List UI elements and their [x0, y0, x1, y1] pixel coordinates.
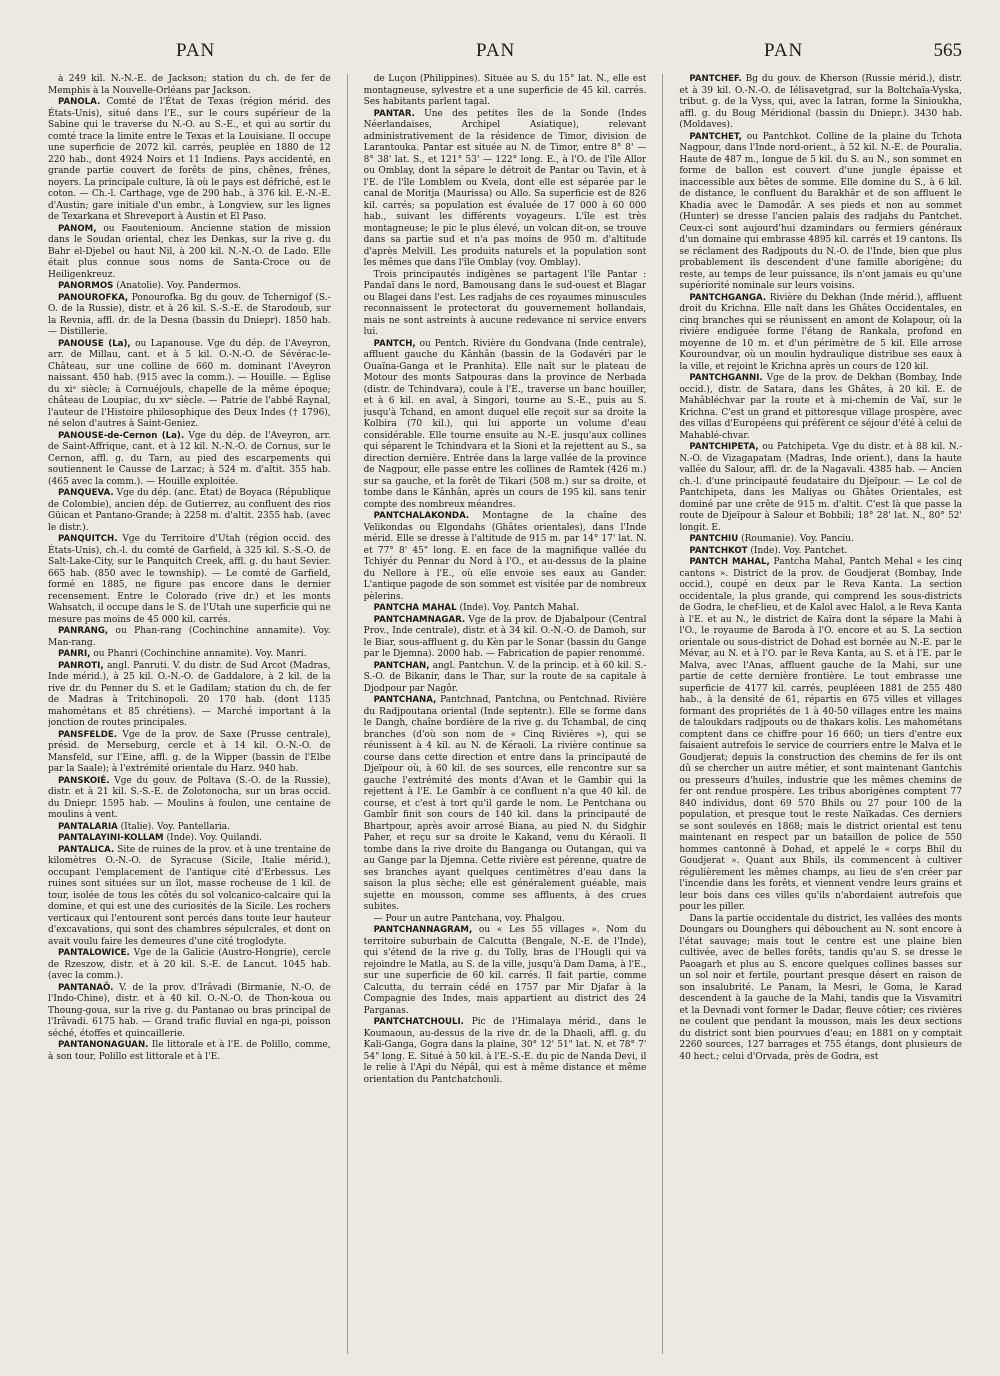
entry-headword: PANTCHA MAHAL — [373, 603, 457, 613]
entry-text: Pantcha Mahal, Pantch Mehal « les cinq cantons ». District de la prov. de Goudjerat (Bombay, Inde occid.), coupé en deux par le Reva Kanta. La section occidentale, la plus grande, qui comprend les sous-districts de Godra, le chef-lieu, et de Kalol avec Halol, a le Reva Kanta à l'E. et au N., le district de Kaïra dont la sépare la Mahi à l'O., le royaume de Baroda à l'O. encore et au S. La section orientale ou sous-district de Dohad est bornée au N.-E. par le Mévar, au N. et à l'O. par le Reva Kanta, au S. et à l'E. par le Malva, avec l'Anas, affluent gauche de la Mahi, sur une partie de cette dernière frontière. Le tout embrasse une superficie de 4177 kil. carrés, peupléeen 1881 de 255 480 hab., à la densité de 61, répartis en 675 villes et villages formant des propriétés de 1 à 40-50 villages entre les mains de taloukdars radjpouts ou de thakars kolis. Les mahométans comptent dans ce chiffre pour 16 660; un tiers d'entre eux faisaient autrefois le service de courriers entre le Malva et le Goudjerat; depuis la construction des chemins de fer ils ont dû se chercher un autre métier, et sont maintenant Gantchis ou presseurs d'huiles, industrie que les mêmes chemins de fer ont rendue prospère. Les tribus aborigènes comptent 77 840 individus, dont 69 570 Bhils ou 27 pour 100 de la population, et presque tout le reste Naïkadas. Ces derniers se sont soulevés en 1868; mais le district oriental est tenu maintenant en respect par un bataillon de police de 550 hommes cantonné à Dohad, et appelé le « corps Bhil du Goudjerat ». Quant aux Bhils, ils commencent à cultiver régulièrement les mêmes champs, au lieu de s'en créer par l'incendie dans les forêts, et viennent vendre leurs grains et leur bois dans ces villes qu'ils n'abordaient autrefois que pour les piller. — [679, 557, 962, 912]
entry-text: Pic de l'Himalaya mérid., dans le Koumaoun, au-dessus de la rive dr. de la Dhaoli, affl. g. du Kali-Ganga, Gogra dans la plaine, 30° 12' 51" lat. N. et 78° 7' 54" long. E. Situé à 50 kil. à l'E.-S.-E. du pic de Nanda Devi, il le relie à l'Api du Népâl, qui est à même distance et même orientation du Pantchatchouli. — [363, 1017, 647, 1085]
entry-headword: PANOUSE-de-Cernon (La). — [58, 430, 185, 441]
entry-headword: PANROTI, — [58, 660, 104, 671]
dictionary-entry — [364, 1017, 647, 1086]
column-rule — [347, 74, 348, 1354]
entry-headword: PANOUROFKA, — [58, 292, 129, 303]
entry-text: Vge du dép. (anc. État) de Boyaca (République de Colombie), ancien dép. de Gutierrez, au confluent des rios Güican et Pantano-Grande; à 2258 m. d'altit. 2355 hab. (avec le distr.). — [48, 488, 331, 533]
dictionary-entry — [48, 293, 331, 339]
entry-headword: PANSFELDE. — [58, 729, 118, 740]
dictionary-entry — [48, 730, 331, 776]
column-right — [679, 74, 962, 1354]
entry-text: ou Pentch. Rivière du Gondvana (Inde centrale), affluent gauche du Kânhân (bassin de la Godavéri par le Ouaïna-Ganga et le Pranhita). Elle naît sur le plateau de Motour des monts Satpouras dans la province de Nerbada (distr. de Tchindvara), coule à l'E., traverse un banc houiller, et à 6 kil. en aval, à Singori, tourne au S.-E., puis au S. jusqu'à Tchand, en amont duquel elle reçoit sur sa droite la Kolbira (70 kil.), qui lui apporte un volume d'eau considérable. Elle tourne ensuite au N.-E. jusqu'aux collines qui séparent le Tchindvara et la Sioni et la rejettent au S., sa direction dernière. Entrée dans la large vallée de la province de Nagpour, elle passe entre les collines de Ramtek (426 m.) sur sa gauche, et la forêt de Tikari (508 m.) sur sa droite, et tombe dans le Kânhân, après un cours de 195 kil. sans tenir compte des nombreux méandres. — [363, 338, 647, 510]
entry-headword: PANTCHEF. — [689, 74, 742, 84]
entry-headword: PANTCHIU — [689, 534, 739, 544]
entry-text: (Inde). Voy. Quilandi. — [166, 833, 262, 843]
entry-text: (Inde). Voy. Pantch Mahal. — [459, 603, 579, 613]
entry-headword: PANTCHIPETA, — [689, 442, 759, 452]
entry-text: Vge de la prov. de Dekhan (Bombay, Inde occid.), distr. de Satara, dans les Ghâtes, à 20 kil. E. de Mahâbléchvar par la route et à mi-chemin de Vaï, sur le Krichna. C'est un grand et pittoresque village prospère, avec des villas d'Européens qui préfèrent ce séjour d'été à celui de Mahablé-chvar. — [679, 373, 962, 441]
entry-text: Vge de la Galicie (Austro-Hongrie), cercle de Rzeszow, distr. et à 20 kil. S.-E. de Lancut. 1045 hab. (avec la comm.). — [48, 948, 331, 981]
dictionary-entry — [48, 1040, 331, 1063]
entry-text: Ile littorale et à l'E. de Polillo, comme, à son tour, Polillo est littorale et à l'E. — [48, 1040, 331, 1062]
dictionary-entry — [364, 695, 647, 914]
entry-text: Vge de la prov. de Saxe (Prusse centrale), présid. de Merseburg, cercle et à 14 kil. O.-N.-O. de Mansfeld, sur l'Eine, affl. g. de la Wipper (bassin de l'Elbe par la Saale); à l'extrémité orientale du Harz. 940 hab. — [48, 729, 331, 774]
entry-text: (Inde). Voy. Pantchet. — [750, 545, 848, 556]
column-rule — [662, 74, 663, 1354]
dictionary-entry — [364, 511, 647, 603]
dictionary-entry — [48, 948, 331, 983]
dictionary-entry — [679, 557, 962, 914]
entry-text: Vge du dép. de l'Aveyron, arr. de Saint-Affrique, cant. et à 12 kil. N.-N.-O. de Cornus, sur le Cernon, affl. g. du Tarn, au pied des escarpements qui soutiennent le Causse de Larzac; à 524 m. d'altit. 355 hab. (465 avec la comm.). — Houille exploitée. — [48, 430, 331, 487]
entry-text: Ponourofka. Bg du gouv. de Tchernigof (S.-O. de la Russie), distr. et à 26 kil. S.-S.-E. de Starodoub, sur la Revnia, affl. dr. de la Desna (bassin du Dniepr). 1850 hab. — Distillerie. — [48, 292, 331, 337]
entry-headword: PANTCHAMNAGAR. — [373, 614, 466, 625]
entry-headword: PANRI, — [58, 649, 91, 659]
dictionary-entry — [364, 74, 647, 109]
running-head: PAN — [476, 40, 516, 61]
dictionary-entry — [48, 431, 331, 489]
entry-headword: PANTANAÔ. — [58, 982, 114, 993]
dictionary-entry — [364, 109, 647, 270]
entry-headword: PANTCHET, — [689, 131, 742, 142]
dictionary-entry — [364, 914, 647, 926]
entry-headword: PANQUEVA. — [58, 488, 114, 498]
entry-text: ou Pantchkot. Colline de la plaine du Tchota Nagpour, dans l'Inde nord-orient., à 52 kil. N.-E. de Pouralia. Haute de 487 m., longue de 5 kil. du S. au N., son sommet en forme de ballon est couvert d'une jungle épaisse et inaccessible aux bêtes de somme. Elle domine du S., à 6 kil. de distance, le confluent du Barakhâr et de son affluent le Khadia avec le Damodâr. A ses pieds et non au sommet (Hunter) se dresse l'ancien palais des radjahs du Pantchet. Ceux-ci sont aujourd'hui dzamindars ou fermiers généraux d'un domaine qui embrasse 4895 kil. carrés et 19 cantons. Ils se réclament des Radjpouts du N.-O. de l'Inde, bien que plus probablement ils descendent d'une famille aborigène; du reste, au temps de leur puissance, ils n'ont jamais eu qu'une supériorité nominale sur leurs voisins. — [679, 131, 962, 291]
dictionary-entry — [364, 615, 647, 661]
column-middle — [364, 74, 647, 1354]
entry-text: (Italie). Voy. Pantellaria. — [120, 821, 231, 832]
dictionary-entry — [364, 270, 647, 339]
entry-headword: PANTALARIA — [58, 821, 118, 832]
dictionary-entry — [48, 339, 331, 431]
page-number: 565 — [933, 40, 962, 61]
entry-headword: PANTCHKOT — [689, 545, 748, 556]
dictionary-entry — [48, 822, 331, 834]
dictionary-entry — [364, 603, 647, 615]
dictionary-entry — [48, 74, 331, 97]
entry-text: ou Faoutenioum. Ancienne station de mission dans le Soudan oriental, chez les Denkas, sur la rive g. du Bahr el-Djebel ou haut Nil, à 200 kil. N.-N.-O. de Lado. Elle était plus connue sous noms de Santa-Croce ou de Heiligenkreuz. — [48, 223, 331, 280]
entry-headword: PANSKOIÉ. — [58, 775, 110, 786]
dictionary-entry — [364, 925, 647, 1017]
entry-text: Vge du Territoire d'Utah (région occid. des États-Unis), ch.-l. du comté de Garfield, à 325 kil. S.-S.-O. de Salt-Lake-City, sur le Panquitch Creek, affl. g. du haut Sevier. 665 hab. (850 avec le township). — Le comté de Garfield, formé en 1885, ne figure pas encore dans le dernier recensement. Entre le Colorado (rive dr.) et les monts Wahsatch, il occupe dans le S. de l'Utah une superficie qui ne mesure pas moins de 45 000 kil. carrés. — [48, 534, 331, 625]
entry-headword: PANTCHATCHOULI. — [373, 1017, 464, 1027]
entry-text: à 249 kil. N.-N.-E. de Jackson; station du ch. de fer de Memphis à la Nouvelle-Orléans par Jackson. — [48, 74, 331, 96]
entry-text: Bg du gouv. de Kherson (Russie mérid.), distr. et à 39 kil. O.-N.-O. de Iélisavetgrad, sur la Boltchaïa-Vyska, tribut. g. de la Vyss, qui, avec la Iatran, forme la Sinioukha, affl. g. du Boug Méridional (bassin du Dniepr.). 3430 hab. (Moldaves). — [679, 74, 962, 130]
entry-text: Trois principautés indigènes se partagent l'île Pantar : Pandaï dans le nord, Bamousang dans le sud-ouest et Blagar ou Blagei dans l'est. Les radjahs de ces royaumes minuscules reconnaissent le protectorat du gouvernement hollandais, mais ne sont astreints à aucune redevance ni service envers lui. — [363, 269, 647, 337]
entry-headword: PANTCHAN, — [373, 660, 430, 671]
entry-headword: PANTCHGANGA. — [689, 292, 767, 303]
entry-text: Pantchnad, Pantchna, ou Pentchnad. Rivière du Radjpoutana oriental (Inde septentr.). Elle se forme dans le Dangh, chaîne bordière de la rive g. du Tchambal, de cinq branches (d'où son nom de « Cinq Rivières »), qui se réunissent à 4 kil. au N. de Kéraoli. La rivière continue sa course dans cette direction et entre dans la principauté de Djeïpour où, à 60 kil. de ses sources, elle rencontre sur sa gauche l'extrémité des monts d'Avan et le Gambir qui la rejettent à l'E. Le Gambîr à ce confluent n'a que 40 kil. de course, et c'est à tort qu'il garde le nom. Le Pentchana ou Gambîr finit son cours de 140 kil. dans la principauté de Bhartpour, après avoir arrosé Biana, au pied N. du Sidghir Paher, et reçu sur sa droite le Kakand, venu du Kéraoli. Il tombe dans la rive droite du Banganga ou Outangan, qui va au Gange par la Djemna. Cette rivière est pérenne, quatre de ses branches ayant quelques centimètres d'eau dans la saison la plus sèche; elle est généralement guéable, mais sujette en mousson, comme ses affluents, à des crues subites. — [363, 695, 647, 912]
entry-text: Dans la partie occidentale du district, les vallées des monts Doungars ou Dounghers qui débouchent au N. sont encore à l'état sauvage; mais tout le centre est une plaine bien cultivée, avec de belles forêts, tandis qu'au S. se dresse le Paoagarh et plus au S. encore quelques collines basses sur un sol noir et fertile, pourtant presque désert en raison de son insalubrité. Le Panam, la Mesri, le Goma, le Karad descendent à la gauche de la Mahi, tandis que la Visvamitri et la Devnadi vont former le Dadar, fleuve côtier; ces rivières ne coulent que pendant la mousson, mais les deux sections du district sont bien pourvues d'eau; en 1881 on y comptait 2260 sources, 127 barrages et 755 étangs, dont plusieurs de 40 hect.; celui d'Orvada, près de Godra, est — [679, 913, 962, 1062]
entry-headword: PANTALOWICE. — [58, 948, 130, 958]
column-left — [48, 74, 331, 1354]
dictionary-entry — [679, 132, 962, 293]
entry-text: — Pour un autre Pantchana, voy. Phalgou. — [373, 913, 565, 924]
running-head: PAN — [176, 40, 216, 61]
entry-text: angl. Panruti. V. du distr. de Sud Arcot (Madras, Inde mérid.), à 25 kil. O.-N.-O. de Gaddalore, à 2 kil. de la rive dr. du Penner du S. et le Gadilam; station du ch. de fer de Madras à Tritchinopoli. 20 170 hab. (dont 1135 mahométans et 85 chrétiens). — Marché important à la jonction de routes principales. — [48, 660, 331, 728]
dictionary-entry — [48, 488, 331, 534]
entry-headword: PANORMOS — [58, 281, 114, 291]
entry-headword: PANOM, — [58, 223, 97, 234]
dictionary-entry — [48, 97, 331, 224]
dictionary-entry — [48, 534, 331, 626]
dictionary-entry — [48, 983, 331, 1041]
entry-text: ou « Les 55 villages ». Nom du territoire suburbain de Calcutta (Bengale, N.-E. de l'Inde), qui s'étend de la rive g. du Tolly, bras de l'Hougli qui va rejoindre le Matla, au S. de la ville, jusqu'à Dam Dama, à l'E., sur une superficie de 60 kil. carrés. Il fait partie, comme Calcutta, du terrain cédé en 1757 par Mir Djafar à la Compagnie des Indes, mais appartient au district des 24 Parganas. — [363, 925, 647, 1016]
entry-text: angl. Pantchun. V. de la princip. et à 60 kil. S.-S.-O. de Bikanir, dans le Thar, sur la route de sa capitale à Djodpour par Nagôr. — [363, 660, 647, 694]
entry-headword: PANRANG, — [58, 626, 109, 636]
entry-headword: PANTCH, — [373, 338, 416, 349]
dictionary-entry — [48, 776, 331, 822]
entry-headword: PANTAR. — [373, 108, 415, 119]
entry-text: (Roumanie). Voy. Panciu. — [741, 534, 854, 544]
entry-headword: PANTCH MAHAL, — [689, 557, 770, 567]
dictionary-entry — [364, 339, 647, 512]
entry-headword: PANQUITCH. — [58, 534, 118, 544]
entry-text: Comté de l'État de Texas (région mérid. des États-Unis), situé dans l'E., sur le cours supérieur de la Sabine qui le traverse du N.-O. au S.-E., et qui au sortir du comté trace la limite entre le Texas et la Louisiane. Il occupe une superficie de 2072 kil. carrés, peuplée en 1880 de 12 220 hab., dont 4924 Noirs et 11 Indiens. Pays accidenté, en grande partie couvert de forêts de pins, chênes, frênes, noyers. La principale culture, là où le pays est défriché, est le coton. — Ch.-l. Carthage, vge de 290 hab., à 376 kil. E.-N.-E. d'Austin; gare initiale d'un embr., à Longview, sur les lignes de Texarkana et Shreveport à Austin et El Paso. — [48, 97, 331, 222]
entry-headword: PANTANONAGUAN. — [58, 1040, 149, 1050]
entry-text: de Luçon (Philippines). Située au S. du 15° lat. N., elle est montagneuse, sylvestre et a une superficie de 45 kil. carrés. Ses habitants parlent tagal. — [363, 74, 647, 107]
dictionary-entry — [679, 373, 962, 442]
entry-text: ou Patchipeta. Vge du distr. et à 88 kil. N.-N.-O. de Vizagapatam (Madras, Inde orient.), dans la haute vallée du Salour, affl. dr. de la Nagavali. 4385 hab. — Ancien ch.-l. d'une principauté feudataire du Djeïpour. — Le col de Pantchipeta, dans les Maliyas ou Ghâtes Orientales, est dominé par une crête de 915 m. d'altit. C'est là que passe la route de Djeïpour à Salour et Bobbili; 18° 28' lat. N., 80° 52' longit. E. — [679, 442, 962, 533]
entry-headword: PANOLA. — [58, 97, 101, 107]
entry-headword: PANTCHGANNI. — [689, 373, 763, 383]
entry-headword: PANTALICA. — [58, 844, 115, 855]
dictionary-entry — [679, 914, 962, 1064]
dictionary-entry — [679, 74, 962, 132]
entry-text: Montagne de la chaîne des Velikondas ou Elgondahs (Ghâtes orientales), dans l'Inde mérid. Elle se dresse à l'altitude de 915 m. par 14° 17' lat. N. et 77° 8' 45" long. E. en face de la magnifique vallée du Tchiyér du Pennar du Nord à l'O., et au-dessus de la plaine du Nellore à l'E., où elle envoie ses eaux au Gander. L'antique pagode de son sommet est visitée par de nombreux pèlerins. — [363, 511, 647, 602]
running-head: PAN — [764, 40, 804, 61]
entry-text: ou Lapanouse. Vge du dép. de l'Aveyron, arr. de Millau, cant. et à 5 kil. O.-N.-O. de Sévérac-le-Château, sur une colline de 660 m. dominant l'Aveyron naissant. 450 hab. (915 avec la comm.). — Houille. — Église du xiᵉ siècle; à Cornuéjouls, chapelle de la même époque; château de Loupiac, du xvᵉ siècle. — Patrie de l'abbé Raynal, l'auteur de l'Histoire philosophique des Deux Indes († 1796), né selon d'autres à Saint-Geniez. — [48, 338, 331, 429]
entry-headword: PANTCHANA, — [373, 695, 437, 705]
dictionary-entry — [48, 626, 331, 649]
dictionary-entry — [48, 649, 331, 661]
entry-text: V. de la prov. d'Irâvadi (Birmanie, N.-O. de l'Indo-Chine), distr. et à 40 kil. O.-N.-O. de Thon-koua ou Thoung-goua, sur la rive g. du Pantanao ou bras principal de l'Irâvadi. 6175 hab. — Grand trafic fluvial en nga-pi, poisson séché, étoffes et quincaillerie. — [48, 982, 331, 1039]
entry-headword: PANTCHANNAGRAM, — [373, 925, 473, 935]
entry-headword: PANTCHALAKONDA. — [373, 511, 470, 521]
entry-text: Site de ruines de la prov. et à une trentaine de kilomètres O.-N.-O. de Syracuse (Sicile, Italie mérid.), occupant l'emplacement de l'antique cité d'Erbessus. Les ruines sont situées sur un îlot, masse rocheuse de 1 kil. de tour, isolée de tous les côtés du sol volcanico-calcaire qui la domine, et qui est une des curiosités de la Sicile. Les rochers verticaux qui l'entourent sont percés dans toute leur hauteur d'excavations, qui sont des chambres sépulcrales, et dont on avait voulu faire les demeures d'une cité troglodyte. — [48, 844, 331, 947]
dictionary-entry — [48, 845, 331, 949]
dictionary-entry — [679, 442, 962, 534]
entry-text: Vge du gouv. de Poltava (S.-O. de la Russie), distr. et à 21 kil. S.-S.-E. de Zolotonocha, sur un bras occid. du Dniepr. 1595 hab. — Moulins à foulon, une centaine de moulins à vent. — [48, 775, 331, 820]
dictionary-entry — [48, 833, 331, 845]
entry-text: ou Phan-rang (Cochinchine annamite). Voy. Man-rang. — [48, 626, 331, 648]
entry-headword: PANTALAYINI-KOLLAM — [58, 833, 164, 843]
entry-headword: PANOUSE (La), — [58, 338, 131, 349]
dictionary-entry — [48, 661, 331, 730]
dictionary-entry — [679, 546, 962, 558]
text-columns — [48, 74, 962, 1354]
entry-text: Rivière du Dekhan (Inde mérid.), affluent droit du Krichna. Elle naît dans les Ghâtes Occidentales, en cinq branches qui se réunissent en amont de Kolapour, où la rivière endiguée forme l'étang de Rankala, profond en moyenne de 10 m. et d'un périmètre de 5 kil. Elle arrose Kouroundvar, où un moulin hydraulique distribue ses eaux à la ville, et rejoint le Krichna après un cours de 120 kil. — [679, 292, 962, 372]
dictionary-entry — [48, 224, 331, 282]
dictionary-entry — [679, 293, 962, 374]
dictionary-entry — [679, 534, 962, 546]
dictionary-entry — [48, 281, 331, 293]
dictionary-entry — [364, 661, 647, 696]
entry-text: (Anatolie). Voy. Pandermos. — [116, 281, 242, 291]
entry-text: Vge de la prov. de Djabalpour (Central Prov., Inde centrale), distr. et à 34 kil. O.-N.-O. de Damoh, sur le Biar, sous-affluent g. du Kèn par le Sonar (bassin du Gange par le Djemna). 2000 hab. — Fabrication de papier renommé. — [363, 614, 647, 659]
entry-text: Une des petites îles de la Sonde (Indes Néerlandaises, Archipel Asiatique), relevant administrativement de la résidence de Timor, division de Larantouka. Pantar est située au N. de Timor, entre 8° 8' — 8° 38' lat. S., et 121° 53' — 122° long. E., à l'O. de l'île Allor ou Omblay, dont la sépare le détroit de Pantar ou Tavin, et à l'E. de l'île Lomblem ou Kvela, dont elle est séparée par le canal de Moritja (Maurissa) ou Allo. Sa superficie est de 826 kil. carrés; sa population est évaluée de 17 000 à 60 000 hab., suivant les différents voyageurs. L'île est très montagneuse; le pic le plus élevé, un volcan dit-on, se trouve dans sa partie sud et n'a pas moins de 950 m. d'altitude d'après Melvill. Les produits naturels et la population sont les mêmes que dans l'île Omblay (voy. Omblay). — [363, 108, 647, 268]
entry-text: ou Phanri (Cochinchine annamite). Voy. Manri. — [93, 649, 307, 659]
